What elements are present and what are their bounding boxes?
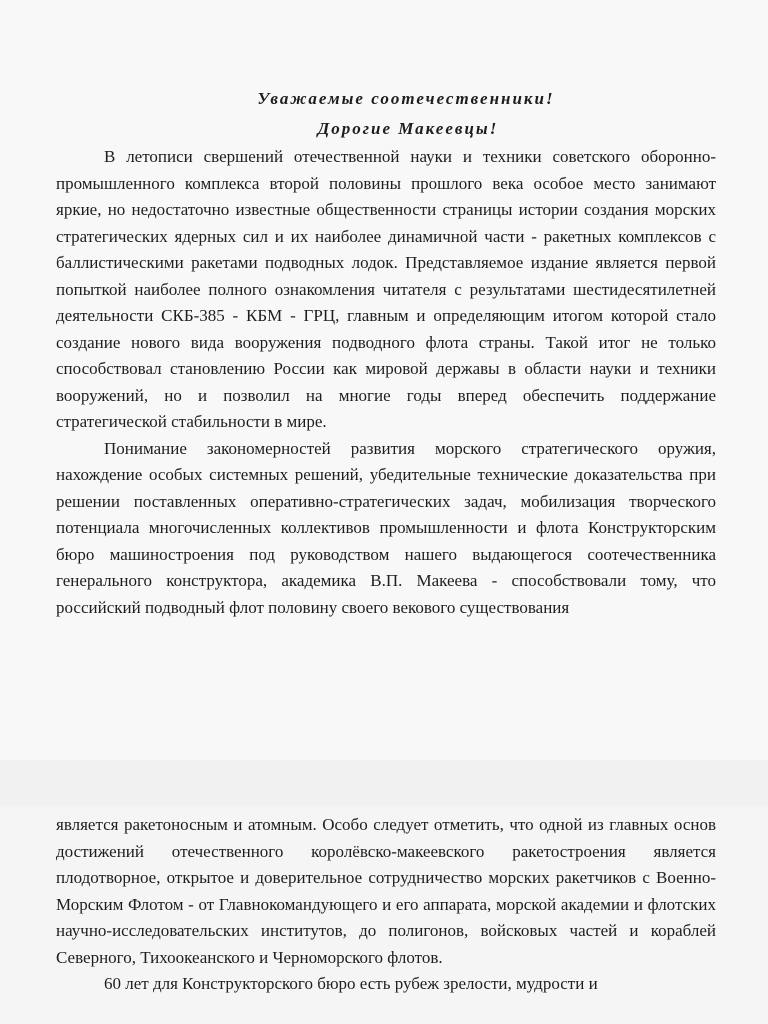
- page-two-text: [56, 812, 716, 998]
- paragraph-history: В летописи свершений отечественной науки и техники советского оборонно-промышленного комплекса второй половины прошлого века особое место занимают яркие, но недостаточно известные общественности страницы истории создания морских стратегических ядерных сил и их наиболее динамичной части - ракетных комплексов с баллистическими ракетами подводных лодок. Представляемое издание является первой попыткой наиболее полного ознакомления читателя с результатами шестидесятилетней деятельности СКБ-385 - КБМ - ГРЦ, главным и определяющим итогом которой стало создание нового вида вооружения подводного флота страны. Такой итог не только способствовал становлению России как мировой державы в области науки и техники вооружений, но и позволил на многие годы вперед обеспечить поддержание стратегической стабильности в мире.: [56, 147, 716, 431]
- heading-greeting: Уважаемые соотечественники!: [257, 89, 555, 108]
- heading-address: Дорогие Макеевцы!: [317, 119, 499, 138]
- paragraph-achievements: Понимание закономерностей развития морского стратегического оружия, нахождение особых системных решений, убедительные технические доказательства при решении поставленных оперативно-стратегических задач, мобилизация творческого потенциала многочисленных коллективов промышленности и флота Конструкторским бюро машиностроения под руководством нашего выдающегося соотечественника генерального конструктора, академика В.П. Макеева - способствовали тому, что российский подводный флот половину своего векового существования: [56, 438, 716, 617]
- page-gap: [0, 760, 768, 806]
- page-one-text: [56, 84, 716, 621]
- paragraph-continuation: является ракетоносным и атомным. Особо следует отметить, что одной из главных основ достижений отечественного королёвско-макеевского ракетостроения является плодотворное, открытое и доверительное сотрудничество морских ракетчиков с Военно-Морским Флотом - от Главнокомандующего и его аппарата, морской академии и флотских научно-исследовательских институтов, до полигонов, войсковых частей и кораблей Северного, Тихоокеанского и Черноморского флотов.: [56, 815, 716, 967]
- paragraph-anniversary: 60 лет для Конструкторского бюро есть рубеж зрелости, мудрости и: [104, 974, 598, 993]
